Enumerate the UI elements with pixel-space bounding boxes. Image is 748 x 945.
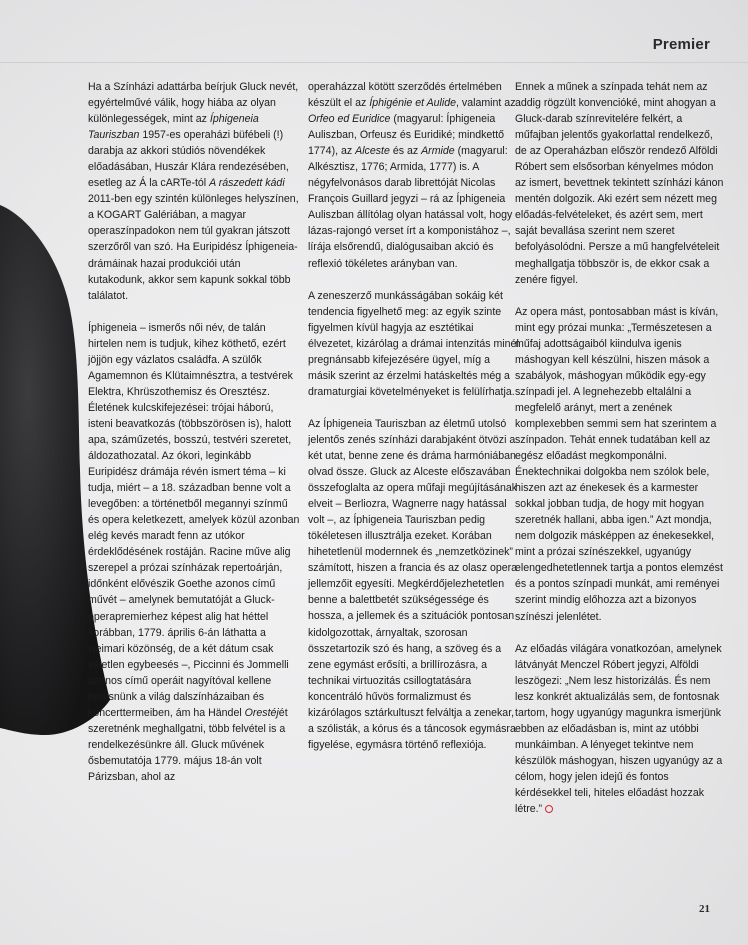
text-run: Az opera mást, pontosabban mást is kíván, mint egy prózai munka: „Természetesen a műfaj adottságaiból kiindulva igenis máshogyan kell készülni, hiszen mások a szabályok, máshogyan működik egy-egy színpadi jel. A legnehezebb eltalálni a megfelelő arányt, mert a zenének komplexebben semmi sem hat szerintem a színpadon. Tehát ennek tudatában kell az egész előadást megkomponálni. Énektechnikai dolgokba nem szólok bele, hiszen azt az énekesek és a karmester sokkal jobban tudja, de hogy mit hogyan szeretnék hallani, abba igen.” Azt mondja, nem dolgozik másképpen az énekesekkel, mint a prózai színészekkel, ugyanúgy elengedhetetlennek tartja a pontos elemzést és a pontos színpadi munkát, ami reményei szerint mindig előhozza azt a bizonyos színészi jelenlétet. — [515, 305, 723, 623]
header-rule — [0, 62, 748, 63]
italic-title: Armide — [421, 145, 455, 158]
text-run: (magyarul: Alkésztisz, 1776; Armida, 1777) is. A négyfelvonásos darab librettóját Nicolas François Guillard jegyzi – rá az Íphigeneia Auliszban állítólag olyan hatással volt, hogy lázas-rajongó verset írt a komponistához –, lírája elsőrendű, dialógusaiban akció és reflexió tökéletes arányban van. — [308, 145, 513, 270]
paragraph — [308, 79, 520, 272]
text-column-3 — [515, 79, 727, 817]
text-run: 2011-ben egy szintén különleges helyszínen, a KOGART Galériában, a magyar operaszínpadokon nem túl gyakran játszott szerzőről van szó. Ha Euripidész Íphigeneia-drámáinak hazai produkciói után kutakodunk, akkor sem kapunk sokkal több találatot. — [88, 193, 299, 302]
text-run: A zeneszerző munkásságában sokáig két tendencia figyelhető meg: az egyik szinte figyelmen kívül hagyja az esztétikai élvezetet, kizárólag a drámai intenzitás minél pregnánsabb kifejezésére ügyel, míg a másik szerint az érzelmi hatáskeltés még a dramaturgiai követelményeket is felülírhatja. — [308, 289, 519, 398]
paragraph — [308, 288, 520, 400]
italic-title: A rászedett kádi — [209, 177, 285, 190]
paragraph — [515, 641, 727, 818]
italic-title: Orestéj — [244, 706, 279, 719]
text-run: Az előadás világára vonatkozóan, amelynek látványát Menczel Róbert jegyzi, Alföldi leszögezi: „Nem lesz historizálás. És nem lesz konkrét aktualizálás sem, de fontosnak tartom, hogy ugyanúgy magunkra ismerjünk ebben az előadásban is, mint az utóbbi munkáimban. A lényeget tekintve nem készülök máshogyan, hiszen ugyanúgy az a célom, hogy jelen idejű és fontos kérdésekkel teli, hiteles előadást hozzak létre.” — [515, 642, 723, 816]
paragraph — [88, 320, 300, 785]
text-column-2 — [308, 79, 520, 753]
paragraph — [515, 79, 727, 288]
italic-title: Alceste — [355, 145, 390, 158]
paragraph — [308, 416, 520, 753]
text-run: operaházzal kötött szerződés értelmében készült el az — [308, 81, 502, 110]
text-run: Íphigeneia – ismerős női név, de talán hirtelen nem is tudjuk, kihez köthető, ezért jöjjön egy vázlatos családfa. A szülők Agamemnon és Klütaimnésztra, a testvérek Elektra, Khrüszothemisz és Oresztész. Életének kulcskifejezései: trójai háború, isteni beavatkozás (többszörösen is), halott apa, száműzetés, bosszú, testvéri szeretet, áldozathozatal. Az ókori, leginkább Euripidész drámája révén ismert téma – ki tudja, miért – a 18. században benne volt a levegőben: a történetből megannyi színmű és opera keletkezett, amelyek közül azonban elég kevés maradt fenn az utókor érdeklődésének rostáján. Racine műve alig szerepel a prózai színházak repertoárján, időnként elővészik Goethe azonos című művét – amelynek bemutatóját a Gluck-operapremierhez képest alig hat héttel korábban, 1779. április 6-án láthatta a weimari közönség, de a két dátum csak véletlen egybeesés –, Piccinni és Jommelli azonos című operáit nagyítóval kellene keresnünk a világ dalszínházaiban és koncerttermeiben, ám ha Händel — [88, 321, 300, 719]
paragraph — [515, 304, 727, 625]
text-run: és az — [389, 145, 422, 158]
text-run: ét szeretnénk meghallgatni, több felvétel is a rendelkezésünkre áll. Gluck művének ősbemutatója 1779. május 18-án volt Párizsban, ahol az — [88, 706, 288, 783]
text-run: Ennek a műnek a színpada tehát nem az addig rögzült konvencióké, mint ahogyan a Gluck-darab színrevitelére felkért, a műfajban jelentős gyakorlattal rendelkező, de az Operaházban először rendező Alföldi Róbert sem elsősorban kényelmes módon az ismert, bevettnek tekintett színházi kánon mentén dolgozik. Aki ezért sem nézett meg előadás-felvételeket, és azért sem, mert saját bevallása szerint nem szeret befolyásolódni. Persze a mű hangfelvételeit meghallgatja többször is, de ekkor csak a zenére figyel. — [515, 81, 724, 286]
text-run: 1957-es operaházi büfébeli (!) darabja az akkori stúdiós növendékek előadásában, Huszár Klára rendezésében, esetleg az Á la cARTe-tól — [88, 129, 289, 190]
page-number: 21 — [699, 903, 710, 915]
text-run: (magyarul: Íphigeneia Auliszban, Orfeusz és Euridiké; mindkettő 1774), az — [308, 113, 505, 158]
section-label: Premier — [652, 36, 710, 53]
text-run: Ha a Színházi adattárba beírjuk Gluck nevét, egyértelművé válik, hogy hiába az olyan különlegességek, mint az — [88, 81, 299, 126]
italic-title: Íphigénie et Aulide — [369, 97, 457, 110]
paragraph — [88, 79, 300, 304]
italic-title: Íphigeneia Tauriszban — [88, 113, 259, 142]
text-run: Az Íphigeneia Tauriszban az életmű utolsó jelentős zenés színházi darabjaként ötvözi a két utat, benne zene és dráma harmóniában olvad össze. Gluck az Alceste előszavában összefoglalta az opera műfaji megújításának elveit – Berliozra, Wagnerre nagy hatással volt –, az Íphigeneia Tauriszban pedig tökéletesen illusztrálja ezeket. Korában hihetetlenül modernnek és „nemzetközinek” számított, hiszen a francia és az olasz opera jellemzőit egyesíti. Megkérdőjelezhetetlen benne a balettbetét szükségessége és hossza, a jellemek és a szituációk pontosan kidolgozottak, árnyaltak, szorosan összetartozik szó és hang, a szöveg és a zene egymást erősíti, a brillírozásra, a technikai virtuozitás csillogtatására koncentráló hűvös formalizmust és kizárólagos sztárkultuszt felváltja a zenekar, a szólisták, a kórus és a táncosok egymásra figyelése, egymásra történő reflexiója. — [308, 417, 518, 751]
text-column-1 — [88, 79, 300, 785]
italic-title: Orfeo ed Euridice — [308, 113, 391, 126]
end-mark-icon — [545, 805, 553, 813]
text-run: , valamint az — [456, 97, 516, 110]
